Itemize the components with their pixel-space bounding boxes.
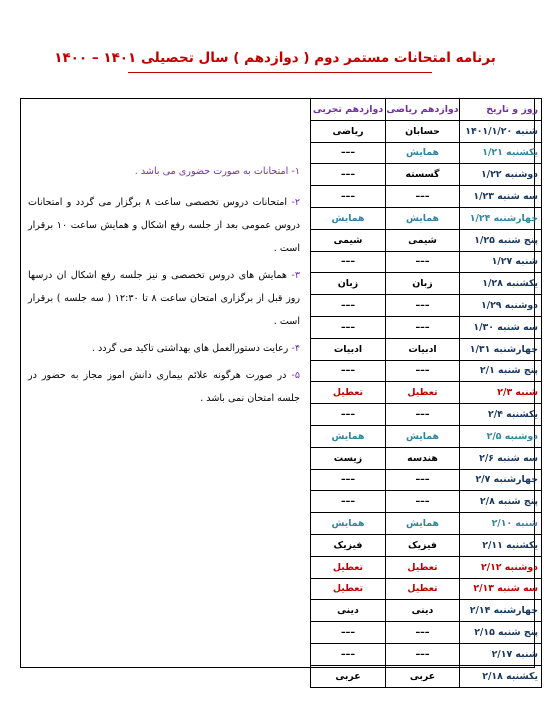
table-row <box>311 534 542 556</box>
experimental-cell: تعطیل <box>311 578 386 600</box>
page-title: برنامه امتحانات مستمر دوم ( دوازدهم ) سال تحصیلی ۱۴۰۱ – ۱۴۰۰ <box>54 50 496 66</box>
table-row <box>311 578 542 600</box>
note-item <box>28 337 300 360</box>
math-cell: ––– <box>386 360 460 382</box>
math-cell: تعطیل <box>386 556 460 578</box>
note-item <box>28 264 300 333</box>
day-cell: یکشنبه ۱/۲۸ <box>460 273 542 295</box>
note-item <box>28 191 300 260</box>
experimental-cell: ––– <box>311 295 386 317</box>
table-row <box>311 556 542 578</box>
table-row <box>311 622 542 644</box>
notes-list <box>28 160 300 414</box>
day-cell: پنج شنبه ۲/۸ <box>460 491 542 513</box>
table-row <box>311 469 542 491</box>
math-cell: ––– <box>386 622 460 644</box>
table-row <box>311 643 542 665</box>
experimental-cell: دینی <box>311 600 386 622</box>
experimental-cell: ––– <box>311 186 386 208</box>
day-cell: سه شنبه ۱/۳۰ <box>460 316 542 338</box>
title-underline <box>128 72 432 73</box>
day-cell: سه شنبه ۲/۱۳ <box>460 578 542 600</box>
experimental-cell: تعطیل <box>311 382 386 404</box>
note-number: ۳- <box>291 270 300 281</box>
note-number: ۲- <box>291 197 300 208</box>
table-row <box>311 251 542 273</box>
experimental-cell: ––– <box>311 164 386 186</box>
table-row <box>311 404 542 426</box>
experimental-cell: ––– <box>311 142 386 164</box>
table-row <box>311 316 542 338</box>
experimental-cell: ادبیات <box>311 338 386 360</box>
experimental-cell: زیست <box>311 447 386 469</box>
table-row <box>311 273 542 295</box>
experimental-cell: ––– <box>311 491 386 513</box>
day-cell: شنبه ۲/۱۰ <box>460 513 542 535</box>
note-text: امتحانات دروس تخصصی ساعت ۸ برگزار می گردد و امتحانات دروس عمومی بعد از جلسه رفع اشکال و همایش ساعت ۱۰ برقرار است . <box>28 197 300 254</box>
table-row <box>311 491 542 513</box>
experimental-cell: فیزیک <box>311 534 386 556</box>
note-item <box>28 364 300 410</box>
math-cell: همایش <box>386 513 460 535</box>
note-text: رعایت دستورالعمل های بهداشتی تاکید می گردد . <box>91 343 292 354</box>
experimental-cell: تعطیل <box>311 556 386 578</box>
math-cell: حسابان <box>386 120 460 142</box>
experimental-cell: شیمی <box>311 229 386 251</box>
day-cell: یکشنبه ۲/۱۱ <box>460 534 542 556</box>
table-row <box>311 338 542 360</box>
day-cell: پنج شنبه ۱/۲۵ <box>460 229 542 251</box>
experimental-cell: ––– <box>311 622 386 644</box>
math-cell: زبان <box>386 273 460 295</box>
experimental-cell: ریاضی <box>311 120 386 142</box>
experimental-cell: ––– <box>311 469 386 491</box>
experimental-cell: همایش <box>311 207 386 229</box>
day-cell: شنبه ۲/۱۷ <box>460 643 542 665</box>
table-row <box>311 186 542 208</box>
day-cell: دوشنبه ۲/۵ <box>460 425 542 447</box>
math-cell: فیزیک <box>386 534 460 556</box>
experimental-cell: ––– <box>311 251 386 273</box>
header-math: دوازدهم ریاضی <box>386 99 460 121</box>
table-row <box>311 600 542 622</box>
table-row <box>311 120 542 142</box>
math-cell: ––– <box>386 186 460 208</box>
day-cell: چهارشنبه ۲/۱۴ <box>460 600 542 622</box>
math-cell: عربی <box>386 665 460 687</box>
note-text: در صورت هرگونه علائم بیماری دانش اموز مجاز به حضور در جلسه امتحان نمی باشد . <box>28 370 300 404</box>
math-cell: ––– <box>386 491 460 513</box>
math-cell: ––– <box>386 295 460 317</box>
day-cell: دوشنبه ۱/۲۲ <box>460 164 542 186</box>
math-cell: ––– <box>386 469 460 491</box>
note-number: ۱- <box>291 166 300 177</box>
experimental-cell: زبان <box>311 273 386 295</box>
day-cell: پنج شنبه ۲/۱۵ <box>460 622 542 644</box>
day-cell: سه شنبه ۲/۶ <box>460 447 542 469</box>
table-row <box>311 425 542 447</box>
math-cell: شیمی <box>386 229 460 251</box>
table-row <box>311 447 542 469</box>
day-cell: یکشنبه ۲/۴ <box>460 404 542 426</box>
day-cell: شنبه ۲/۳ <box>460 382 542 404</box>
day-cell: شنبه ۱۴۰۱/۱/۲۰ <box>460 120 542 142</box>
header-experimental: دوازدهم تجربی <box>311 99 386 121</box>
header-day-date: روز و تاریخ <box>460 99 542 121</box>
table-row <box>311 382 542 404</box>
experimental-cell: ––– <box>311 643 386 665</box>
table-row <box>311 164 542 186</box>
table-header-row <box>311 99 542 121</box>
math-cell: تعطیل <box>386 578 460 600</box>
table-row <box>311 207 542 229</box>
day-cell: پنج شنبه ۲/۱ <box>460 360 542 382</box>
math-cell: همایش <box>386 207 460 229</box>
day-cell: شنبه ۱/۲۷ <box>460 251 542 273</box>
day-cell: دوشنبه ۲/۱۲ <box>460 556 542 578</box>
math-cell: ––– <box>386 316 460 338</box>
experimental-cell: ––– <box>311 404 386 426</box>
note-number: ۵- <box>291 370 300 381</box>
table-row <box>311 513 542 535</box>
math-cell: همایش <box>386 142 460 164</box>
experimental-cell: همایش <box>311 425 386 447</box>
day-cell: چهارشنبه ۲/۷ <box>460 469 542 491</box>
table-row <box>311 665 542 687</box>
note-item <box>28 160 300 183</box>
day-cell: دوشنبه ۱/۲۹ <box>460 295 542 317</box>
math-cell: ––– <box>386 404 460 426</box>
day-cell: چهارشنبه ۱/۲۴ <box>460 207 542 229</box>
day-cell: یکشنبه ۱/۲۱ <box>460 142 542 164</box>
note-text: امتحانات به صورت حضوری می باشد . <box>134 166 292 177</box>
experimental-cell: ––– <box>311 316 386 338</box>
experimental-cell: همایش <box>311 513 386 535</box>
math-cell: ادبیات <box>386 338 460 360</box>
math-cell: تعطیل <box>386 382 460 404</box>
math-cell: ––– <box>386 251 460 273</box>
day-cell: یکشنبه ۲/۱۸ <box>460 665 542 687</box>
math-cell: هندسه <box>386 447 460 469</box>
math-cell: ––– <box>386 643 460 665</box>
math-cell: دینی <box>386 600 460 622</box>
day-cell: چهارشنبه ۱/۳۱ <box>460 338 542 360</box>
experimental-cell: عربی <box>311 665 386 687</box>
table-row <box>311 229 542 251</box>
table-row <box>311 360 542 382</box>
table-row <box>311 142 542 164</box>
table-row <box>311 295 542 317</box>
experimental-cell: ––– <box>311 360 386 382</box>
exam-schedule-table <box>310 98 542 688</box>
note-text: همایش های دروس تخصصی و نیز جلسه رفع اشکال ان درسها روز قبل از برگزاری امتحان ساعت ۸ تا ۱۲:۳۰ ( سه جلسه ) برقرار است . <box>28 270 300 327</box>
math-cell: همایش <box>386 425 460 447</box>
math-cell: گسسته <box>386 164 460 186</box>
day-cell: سه شنبه ۱/۲۳ <box>460 186 542 208</box>
note-number: ۴- <box>291 343 300 354</box>
